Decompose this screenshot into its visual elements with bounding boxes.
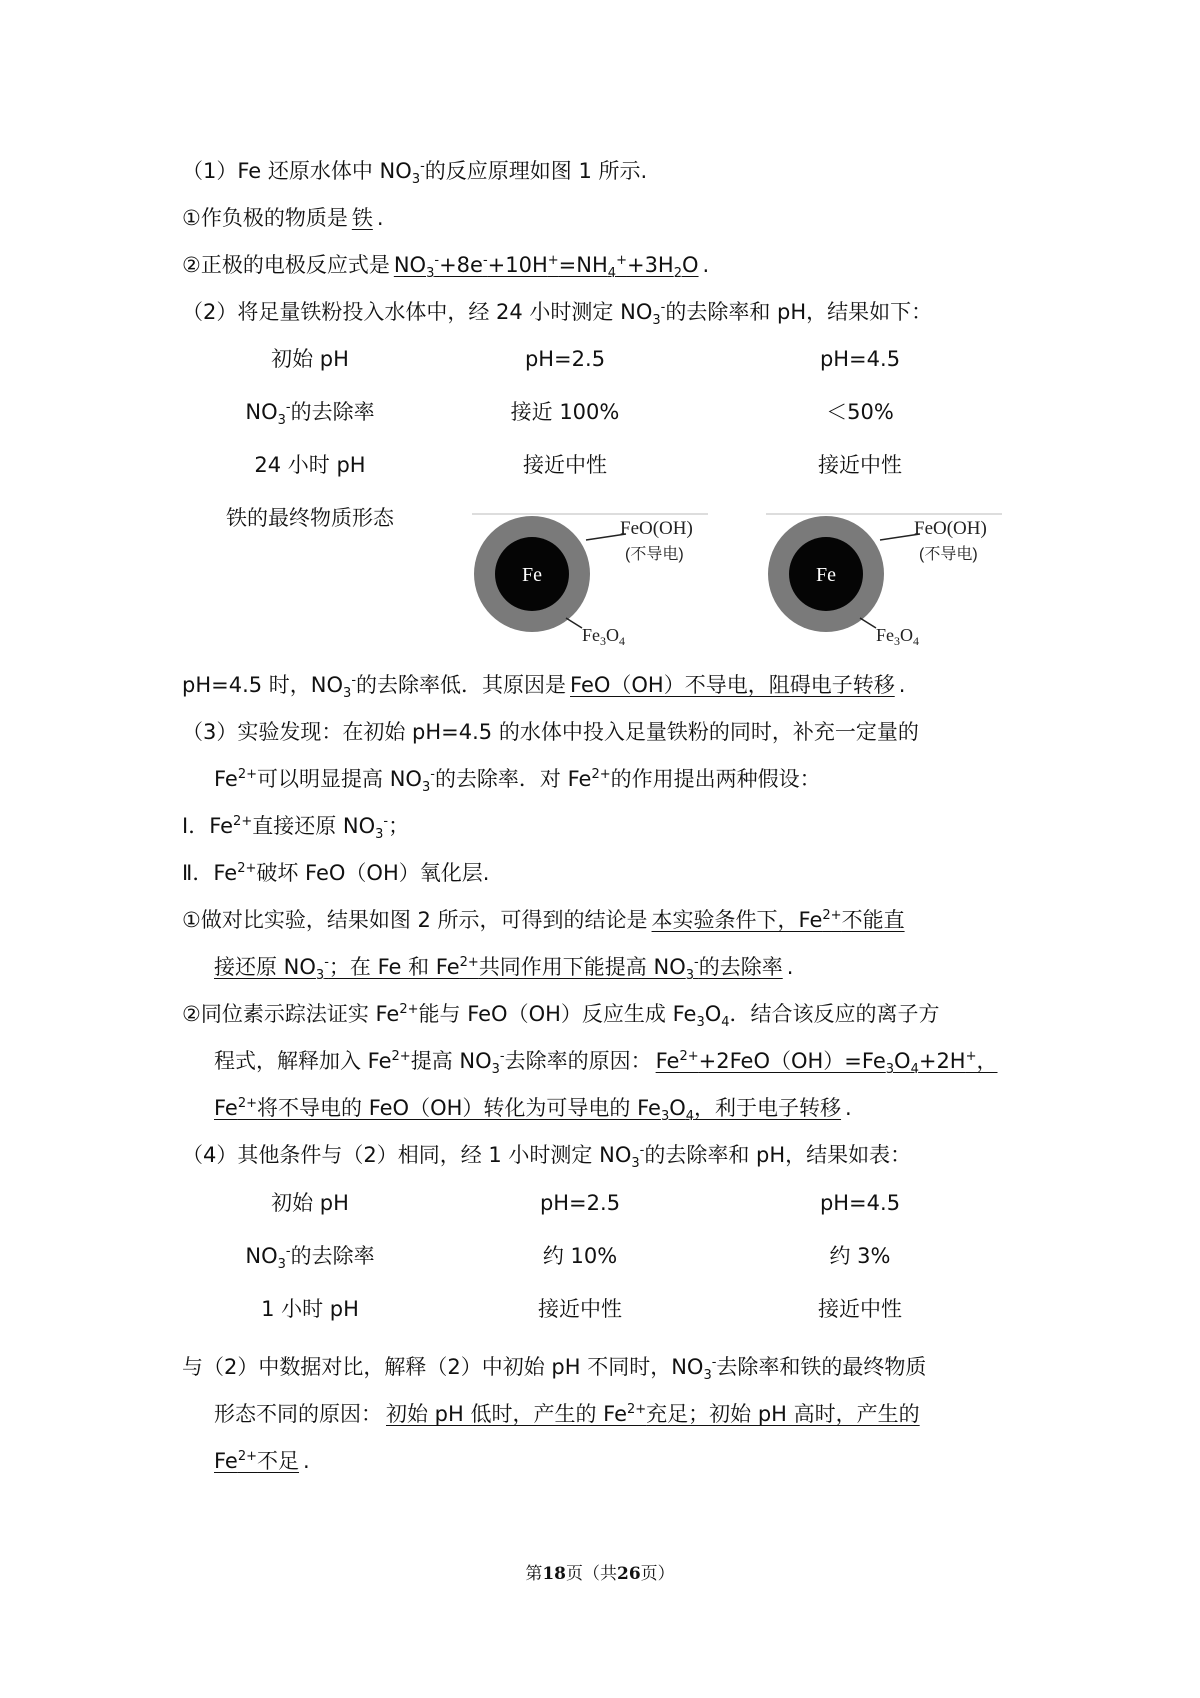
q4-table-cell: $NO_3^-$的去除率 <box>245 1244 375 1273</box>
q2-table-cell: 接近中性 <box>523 453 607 477</box>
non-conductive-note: (不导电) <box>919 546 978 563</box>
q2-table-cell: pH=4.5 <box>819 347 901 371</box>
page-total: 26 <box>617 1564 641 1584</box>
answer-ionic-equation: $Fe^{2+}+2FeO(OH)=Fe_3O_4+2H^+$， <box>655 1049 998 1078</box>
q4-table-cell: pH=2.5 <box>539 1191 621 1215</box>
q4-table-cell: 1 小时 pH <box>261 1297 359 1321</box>
answer-negative-electrode: 铁 <box>351 206 373 230</box>
q2-table <box>180 344 970 533</box>
q4-table <box>180 1188 970 1347</box>
answer-conclusion-part1: 本实验条件下，$Fe^{2+}$不能直 <box>651 908 905 932</box>
q4-conclusion: 与（2）中数据对比，解释（2）中初始 pH 不同时，$NO_3^-$去除率和铁的最终物质 <box>182 1355 927 1384</box>
page-footer: 第18页（共26页） <box>525 1564 675 1584</box>
q2-table-cell: 铁的最终物质形态 <box>226 506 394 530</box>
answer-positive-electrode-reaction: $NO_3^-+8e^-+10H^+=NH_4^++3H_2O$ <box>393 253 699 282</box>
non-conductive-note: (不导电) <box>625 546 684 563</box>
answer-low-removal-reason: FeO（OH）不导电，阻碍电子转移 <box>570 673 895 697</box>
q3-hypothesis-2: Ⅱ．$Fe^{2+}$破坏 FeO（OH）氧化层. <box>182 861 490 885</box>
q3-item2: ②同位素示踪法证实 $Fe^{2+}$能与 FeO（OH）反应生成 $Fe_3O_4$．结合该反应的离子方 <box>182 1002 940 1031</box>
q2-table-cell: pH=2.5 <box>524 347 606 371</box>
q1-intro: （1）Fe 还原水体中 $NO_3^-$的反应原理如图 1 所示. <box>182 159 648 188</box>
q2-table-cell: 接近中性 <box>818 453 902 477</box>
feooh-label: FeO(OH) <box>620 518 693 539</box>
q1-item1: ①作负极的物质是 铁 . <box>182 206 384 230</box>
q4-table-cell: 接近中性 <box>538 1297 622 1321</box>
fe3o4-label: $Fe_3O_4$ <box>876 625 919 648</box>
q3-hypothesis-1: Ⅰ．$Fe^{2+}$直接还原 $NO_3^-$； <box>182 814 410 843</box>
q1-item2: ②正极的电极反应式是 $NO_3^-+8e^-+10H^+=NH_4^++3H_2O$ . <box>182 253 710 282</box>
fe-core-label: Fe <box>816 564 836 586</box>
iron-particle-figure-ph45 <box>764 510 1004 660</box>
feooh-label: FeO(OH) <box>914 518 987 539</box>
answer-ph-difference-reason-part1: 初始 pH 低时，产生的 $Fe^{2+}$充足；初始 pH 高时，产生的 <box>386 1402 920 1426</box>
q3-item1-line2: 接还原 $NO_3^-$；在 Fe 和 $Fe^{2+}$共同作用下能提高 $NO_3^-$的去除率 . <box>214 955 794 984</box>
q4-table-cell: 初始 pH <box>271 1191 349 1215</box>
fe-core-label: Fe <box>522 564 542 586</box>
page-number: 18 <box>542 1564 566 1584</box>
q2-intro: （2）将足量铁粉投入水体中，经 24 小时测定 $NO_3^-$的去除率和 pH，结果如下： <box>182 300 933 329</box>
q3-item2-line2: 程式，解释加入 $Fe^{2+}$提高 $NO_3^-$去除率的原因： $Fe^{2+}+2FeO(OH)=Fe_3O_4+2H^+$， <box>214 1046 1002 1076</box>
q2-table-cell: $NO_3^-$的去除率 <box>245 400 375 429</box>
q3-item1: ①做对比实验，结果如图 2 所示，可得到的结论是 本实验条件下，$Fe^{2+}$不能直 <box>182 905 909 935</box>
fe3o4-label: $Fe_3O_4$ <box>582 625 625 648</box>
q3-intro: （3）实验发现：在初始 pH=4.5 的水体中投入足量铁粉的同时，补充一定量的 <box>182 720 919 744</box>
answer-ph-difference-reason-part2: $Fe^{2+}$不足 <box>214 1449 300 1473</box>
q4-intro: （4）其他条件与（2）相同，经 1 小时测定 $NO_3^-$的去除率和 pH，结果如表： <box>182 1143 912 1172</box>
q4-table-cell: 约 3% <box>829 1244 891 1268</box>
q3-intro-2: $Fe^{2+}$可以明显提高 $NO_3^-$的去除率．对 $Fe^{2+}$的作用提出两种假设： <box>214 767 821 796</box>
q2-table-cell: 24 小时 pH <box>254 453 366 477</box>
answer-conclusion-part2: 接还原 $NO_3^-$；在 Fe 和 $Fe^{2+}$共同作用下能提高 $NO_3^-$的去除率 <box>214 955 783 984</box>
q2-conclusion: pH=4.5 时，$NO_3^-$的去除率低．其原因是 FeO（OH）不导电，阻碍电子转移 . <box>182 673 906 702</box>
q4-conclusion-line2: 形态不同的原因： 初始 pH 低时，产生的 $Fe^{2+}$充足；初始 pH 高时，产生的 <box>214 1399 924 1429</box>
q3-item2-line3: $Fe^{2+}$将不导电的 FeO（OH）转化为可导电的 $Fe_3O_4$，利于电子转移 . <box>214 1096 852 1125</box>
q2-table-cell: 初始 pH <box>271 347 349 371</box>
answer-removal-increase-reason: $Fe^{2+}$将不导电的 FeO（OH）转化为可导电的 $Fe_3O_4$，利于电子转移 <box>214 1096 842 1125</box>
q4-table-cell: 约 10% <box>542 1244 618 1268</box>
q4-table-cell: pH=4.5 <box>819 1191 901 1215</box>
q2-table-cell: 接近 100% <box>510 400 620 424</box>
q2-table-cell: ＜50% <box>826 400 894 424</box>
q4-conclusion-line3: $Fe^{2+}$不足 . <box>214 1449 310 1473</box>
iron-particle-figure-ph25 <box>470 510 710 660</box>
q4-table-cell: 接近中性 <box>818 1297 902 1321</box>
